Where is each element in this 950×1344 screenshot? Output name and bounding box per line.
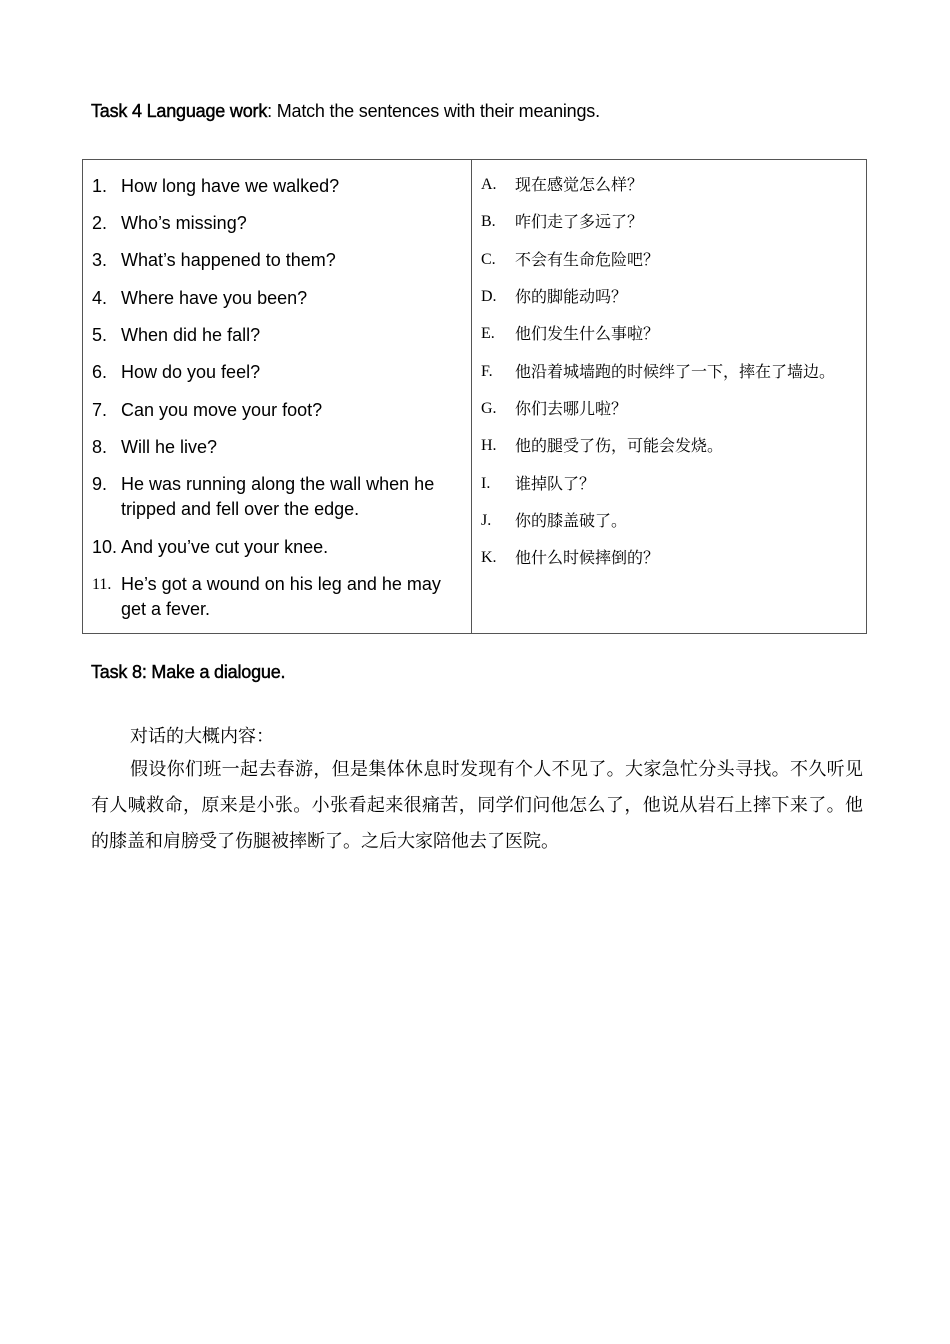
item-number: 6. bbox=[92, 362, 108, 382]
item-text: 你们去哪儿啦？ bbox=[515, 399, 628, 418]
chinese-item-d bbox=[481, 286, 861, 308]
english-item-3 bbox=[92, 248, 464, 273]
item-letter: J. bbox=[481, 512, 492, 529]
chinese-item-j bbox=[481, 510, 861, 532]
chinese-item-k bbox=[481, 547, 861, 569]
item-number: 7. bbox=[92, 400, 108, 420]
item-text: 谁掉队了？ bbox=[515, 474, 596, 493]
chinese-item-e bbox=[481, 323, 861, 345]
chinese-item-a bbox=[481, 174, 861, 196]
dialogue-body: 假设你们班一起去春游，但是集体休息时发现有个人不见了。大家急忙分头寻找。不久听见有人喊救命，原来是小张。小张看起来很痛苦，同学们问他怎么了，他说从岩石上摔下来了。他的膝盖和肩膀受了伤腿被摔断了。之后大家陪他去了医院。 bbox=[91, 759, 863, 852]
column-divider bbox=[471, 160, 472, 633]
item-text: 他沿着城墙跑的时候绊了一下，摔在了墙边。 bbox=[515, 362, 836, 381]
item-text: How long have we walked? bbox=[121, 176, 340, 196]
item-text: Can you move your foot? bbox=[121, 400, 323, 420]
item-letter: D. bbox=[481, 288, 497, 305]
task8-title: Task 8: Make a dialogue. bbox=[91, 662, 286, 682]
item-letter: I. bbox=[481, 475, 491, 492]
english-item-1 bbox=[92, 174, 464, 199]
item-text: He’s got a wound on his leg and he may get a fever. bbox=[121, 574, 441, 619]
english-item-10 bbox=[92, 535, 464, 560]
item-number: 3. bbox=[92, 250, 108, 270]
item-letter: C. bbox=[481, 251, 496, 268]
item-text: 你的膝盖破了。 bbox=[515, 511, 628, 530]
chinese-item-h bbox=[481, 435, 861, 457]
english-item-4 bbox=[92, 286, 464, 311]
item-letter: G. bbox=[481, 400, 497, 417]
item-text: What’s happened to them? bbox=[121, 250, 336, 270]
item-text: Will he live? bbox=[121, 437, 218, 457]
item-text: Where have you been? bbox=[121, 288, 308, 308]
chinese-item-i bbox=[481, 473, 861, 495]
english-item-5 bbox=[92, 323, 464, 348]
item-number: 1. bbox=[92, 176, 108, 196]
item-text: 咋们走了多远了？ bbox=[515, 212, 644, 231]
item-letter: E. bbox=[481, 325, 495, 342]
chinese-item-g bbox=[481, 398, 861, 420]
english-item-9 bbox=[92, 472, 464, 522]
item-text: 你的脚能动吗？ bbox=[515, 287, 628, 306]
item-number: 10. bbox=[92, 537, 118, 557]
item-text: When did he fall? bbox=[121, 325, 261, 345]
item-letter: A. bbox=[481, 176, 497, 193]
item-text: 他们发生什么事啦？ bbox=[515, 324, 660, 343]
english-item-7 bbox=[92, 398, 464, 423]
english-item-8 bbox=[92, 435, 464, 460]
item-number: 4. bbox=[92, 288, 108, 308]
item-text: 他什么时候摔倒的？ bbox=[515, 548, 660, 567]
chinese-item-f bbox=[481, 361, 861, 383]
item-letter: K. bbox=[481, 549, 497, 566]
item-text: 不会有生命危险吧？ bbox=[515, 250, 660, 269]
chinese-item-c bbox=[481, 249, 861, 271]
task4-title-bold: Task 4 Language work bbox=[91, 101, 268, 121]
item-text: How do you feel? bbox=[121, 362, 261, 382]
item-text: And you’ve cut your knee. bbox=[121, 537, 329, 557]
item-number: 2. bbox=[92, 213, 108, 233]
dialogue-heading: 对话的大概内容： bbox=[130, 726, 274, 747]
chinese-item-b bbox=[481, 211, 861, 233]
task4-title bbox=[91, 101, 600, 122]
item-letter: B. bbox=[481, 213, 496, 230]
english-item-6 bbox=[92, 360, 464, 385]
item-number: 11. bbox=[92, 576, 112, 593]
english-item-11 bbox=[92, 572, 464, 622]
item-number: 9. bbox=[92, 474, 108, 494]
item-text: 现在感觉怎么样？ bbox=[515, 175, 644, 194]
item-letter: F. bbox=[481, 363, 493, 380]
item-text: Who’s missing? bbox=[121, 213, 247, 233]
task4-title-rest: : Match the sentences with their meanings. bbox=[267, 101, 600, 121]
item-letter: H. bbox=[481, 437, 497, 454]
item-number: 5. bbox=[92, 325, 108, 345]
item-text: He was running along the wall when he tripped and fell over the edge. bbox=[121, 474, 435, 519]
item-text: 他的腿受了伤，可能会发烧。 bbox=[515, 436, 724, 455]
matching-table bbox=[82, 159, 867, 634]
item-number: 8. bbox=[92, 437, 108, 457]
english-item-2 bbox=[92, 211, 464, 236]
